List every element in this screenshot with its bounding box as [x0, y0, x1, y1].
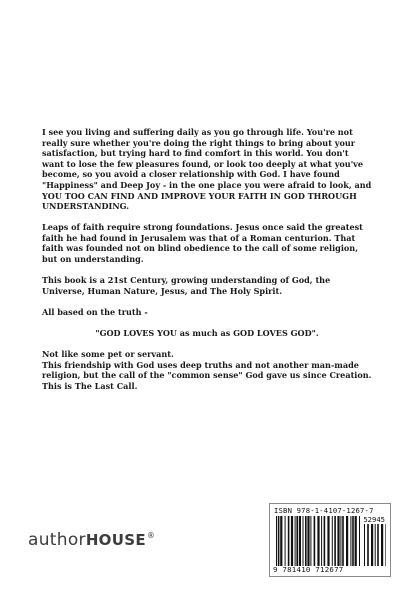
blurb-closing-paragraph: This friendship with God uses deep truths and not another man-made religion, but the call of the "common sense" God gave us since Creation. This is The Last Call. [42, 359, 372, 391]
blurb-paragraph-4: All based on the truth - [42, 306, 148, 317]
registered-mark: ® [146, 531, 156, 540]
barcode-addon-code: 52945 [363, 515, 385, 524]
barcode-bars-icon [276, 516, 360, 566]
blurb-closing-line: Not like some pet or servant. [42, 349, 174, 359]
ean-digits: 9 781410 712677 [273, 565, 344, 574]
blurb-paragraph-3: This book is a 21st Century, growing understanding of God, the Universe, Human Nature, Jesus, and The Holy Spirit. [42, 275, 331, 296]
publisher-logo [28, 530, 155, 550]
blurb-paragraph-1: I see you living and suffering daily as you go through life. You're not really sure whether you're doing the right things to bring about your satisfaction, but trying hard to find comfort in this world. You don't want to lose the few pleasures found, or look too deeply at what you've become, so you avoid a closer relationship with God. I have found "Happiness" and Deep Joy - in the one place you were afraid to look, and YOU TOO CAN FIND AND IMPROVE YOUR FAITH IN GOD THROUGH UNDERSTANDING. [42, 127, 372, 212]
barcode-addon-bars-icon [364, 524, 386, 566]
publisher-logo-lower: author [28, 530, 86, 550]
blurb-text [42, 127, 372, 402]
isbn-label: ISBN 978-1-4107-1267-7 [274, 506, 374, 515]
blurb-paragraph-2: Leaps of faith require strong foundations. Jesus once said the greatest faith he had found in Jerusalem was that of a Roman centurion. That faith was founded not on blind obedience to the call of some religion, but on understanding. [42, 222, 363, 265]
publisher-logo-upper: HOUSE [85, 531, 146, 549]
isbn-barcode [269, 503, 391, 577]
blurb-quote: "GOD LOVES YOU as much as GOD LOVES GOD". [95, 327, 319, 338]
